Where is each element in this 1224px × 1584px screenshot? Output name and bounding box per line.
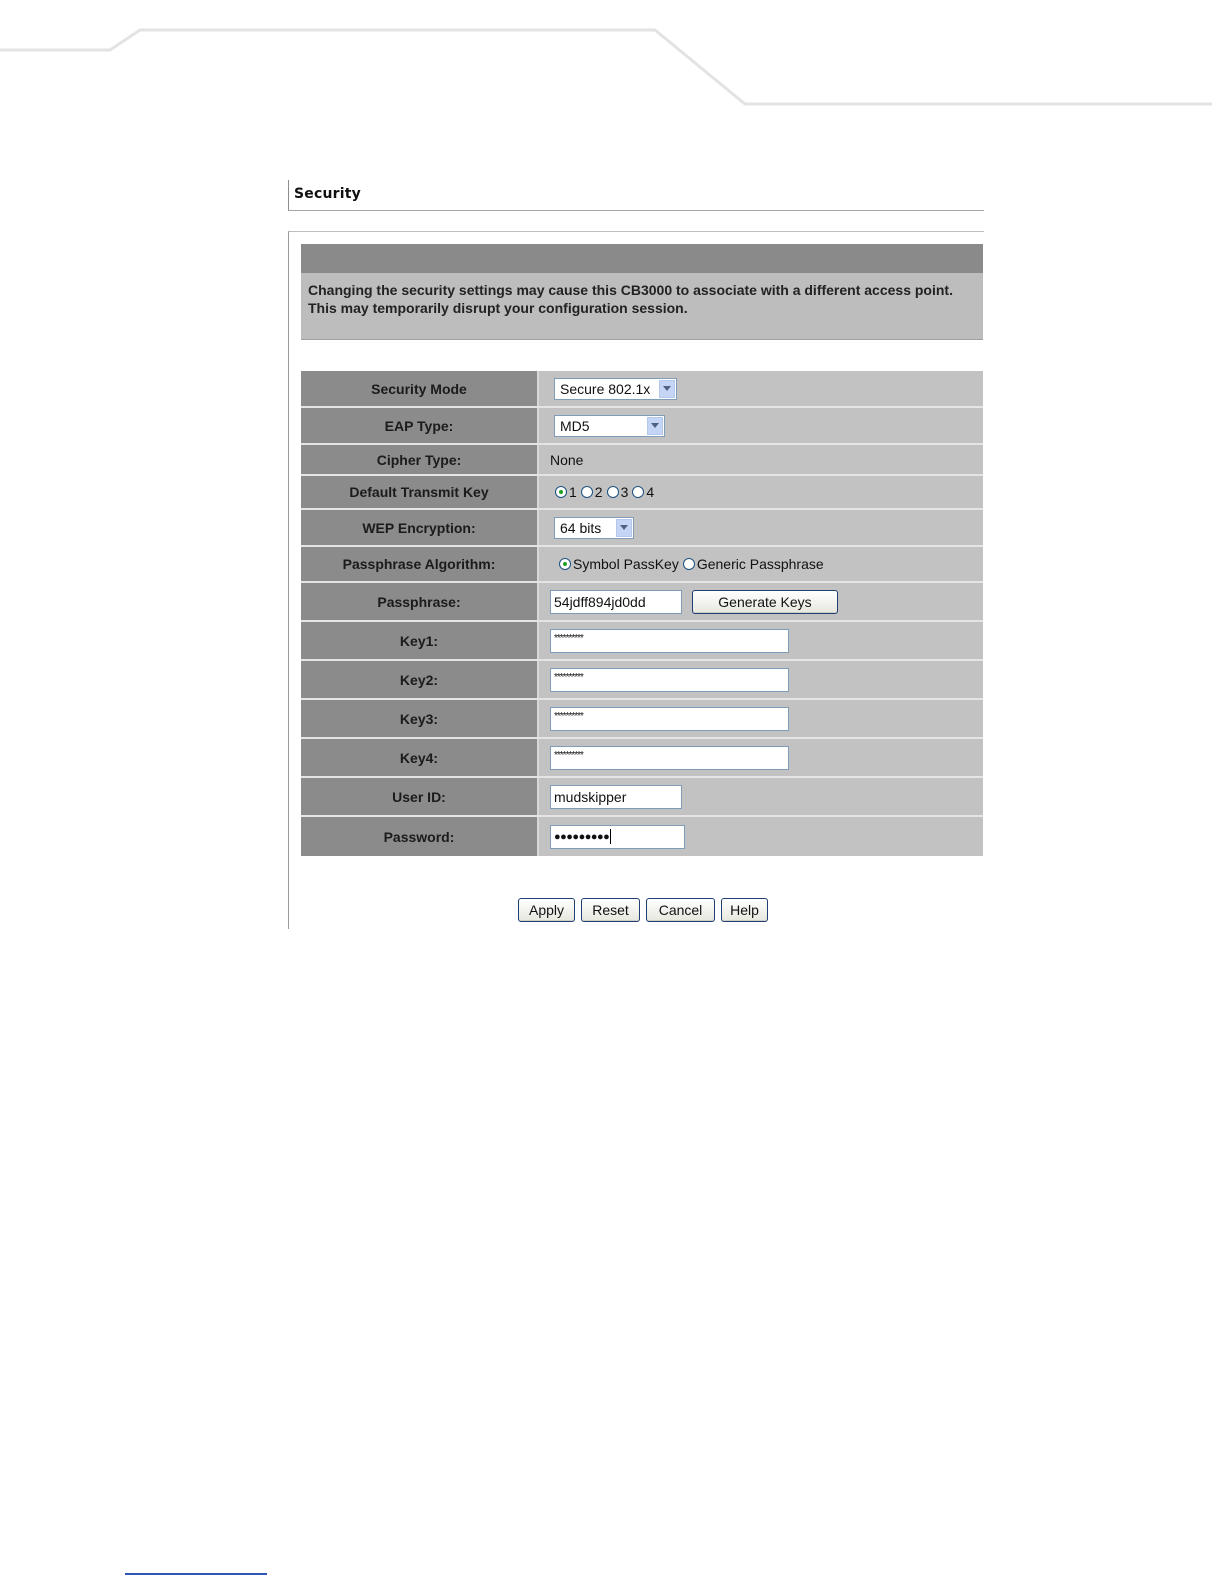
user-id-label: User ID: — [301, 778, 539, 815]
row-wep-encryption — [301, 510, 983, 547]
eap-type-value: MD5 — [560, 417, 590, 434]
cancel-button[interactable]: Cancel — [646, 898, 715, 922]
row-key1 — [301, 622, 983, 661]
warning-header-bar — [301, 244, 983, 273]
chevron-down-icon — [616, 519, 632, 537]
warning-text — [308, 281, 953, 317]
key2-input[interactable]: ********** — [550, 668, 789, 692]
warning-line-2: This may temporarily disrupt your configuration session. — [308, 300, 688, 316]
key3-label: Key3: — [301, 700, 539, 737]
key3-input[interactable]: ********** — [550, 707, 789, 731]
key2-label: Key2: — [301, 661, 539, 698]
key4-label: Key4: — [301, 739, 539, 776]
algorithm-radio-generic-passphrase[interactable]: Generic Passphrase — [683, 556, 824, 572]
passphrase-input[interactable]: 54jdff894jd0dd — [550, 590, 682, 614]
security-panel — [288, 180, 983, 930]
default-transmit-key-label: Default Transmit Key — [301, 476, 539, 508]
row-security-mode — [301, 371, 983, 408]
section-title: Security — [294, 186, 361, 202]
cipher-type-label: Cipher Type: — [301, 445, 539, 474]
eap-type-select[interactable] — [554, 415, 665, 437]
row-passphrase — [301, 583, 983, 622]
passphrase-label: Passphrase: — [301, 583, 539, 620]
wep-encryption-label: WEP Encryption: — [301, 510, 539, 545]
key1-label: Key1: — [301, 622, 539, 659]
row-passphrase-algorithm — [301, 547, 983, 583]
security-mode-label: Security Mode — [301, 371, 539, 406]
page-header-decoration — [0, 0, 1224, 120]
help-button[interactable]: Help — [721, 898, 768, 922]
eap-type-label: EAP Type: — [301, 408, 539, 443]
security-mode-value: Secure 802.1x — [560, 380, 651, 397]
apply-button[interactable]: Apply — [518, 898, 575, 922]
warning-box — [301, 273, 983, 340]
passphrase-algorithm-label: Passphrase Algorithm: — [301, 547, 539, 581]
wep-encryption-select[interactable] — [554, 517, 634, 539]
row-user-id — [301, 778, 983, 817]
row-default-transmit-key — [301, 476, 983, 510]
user-id-input[interactable]: mudskipper — [550, 785, 682, 809]
transmit-key-radio-1[interactable]: 1 — [555, 484, 577, 500]
transmit-key-radio-2[interactable]: 2 — [581, 484, 603, 500]
row-key3 — [301, 700, 983, 739]
password-label: Password: — [301, 817, 539, 856]
action-buttons — [518, 898, 768, 922]
text-cursor — [610, 829, 611, 844]
transmit-key-radio-4[interactable]: 4 — [632, 484, 654, 500]
security-form — [301, 371, 983, 856]
row-password — [301, 817, 983, 856]
row-key2 — [301, 661, 983, 700]
transmit-key-radio-3[interactable]: 3 — [607, 484, 629, 500]
chevron-down-icon — [647, 417, 663, 435]
key4-input[interactable]: ********** — [550, 746, 789, 770]
password-input[interactable]: ●●●●●●●●● — [550, 825, 685, 849]
algorithm-radio-symbol-passkey[interactable]: Symbol PassKey — [559, 556, 679, 572]
security-mode-select[interactable] — [554, 378, 677, 400]
warning-line-1: Changing the security settings may cause this CB3000 to associate with a different access point. — [308, 282, 953, 298]
reset-button[interactable]: Reset — [581, 898, 640, 922]
generate-keys-button[interactable]: Generate Keys — [692, 590, 838, 614]
wep-encryption-value: 64 bits — [560, 519, 602, 536]
key1-input[interactable]: ********** — [550, 629, 789, 653]
row-key4 — [301, 739, 983, 778]
row-eap-type — [301, 408, 983, 445]
row-cipher-type — [301, 445, 983, 476]
footer-link-underline — [125, 1573, 267, 1575]
cipher-type-value: None — [550, 451, 584, 468]
section-header — [288, 180, 984, 211]
chevron-down-icon — [659, 380, 675, 398]
